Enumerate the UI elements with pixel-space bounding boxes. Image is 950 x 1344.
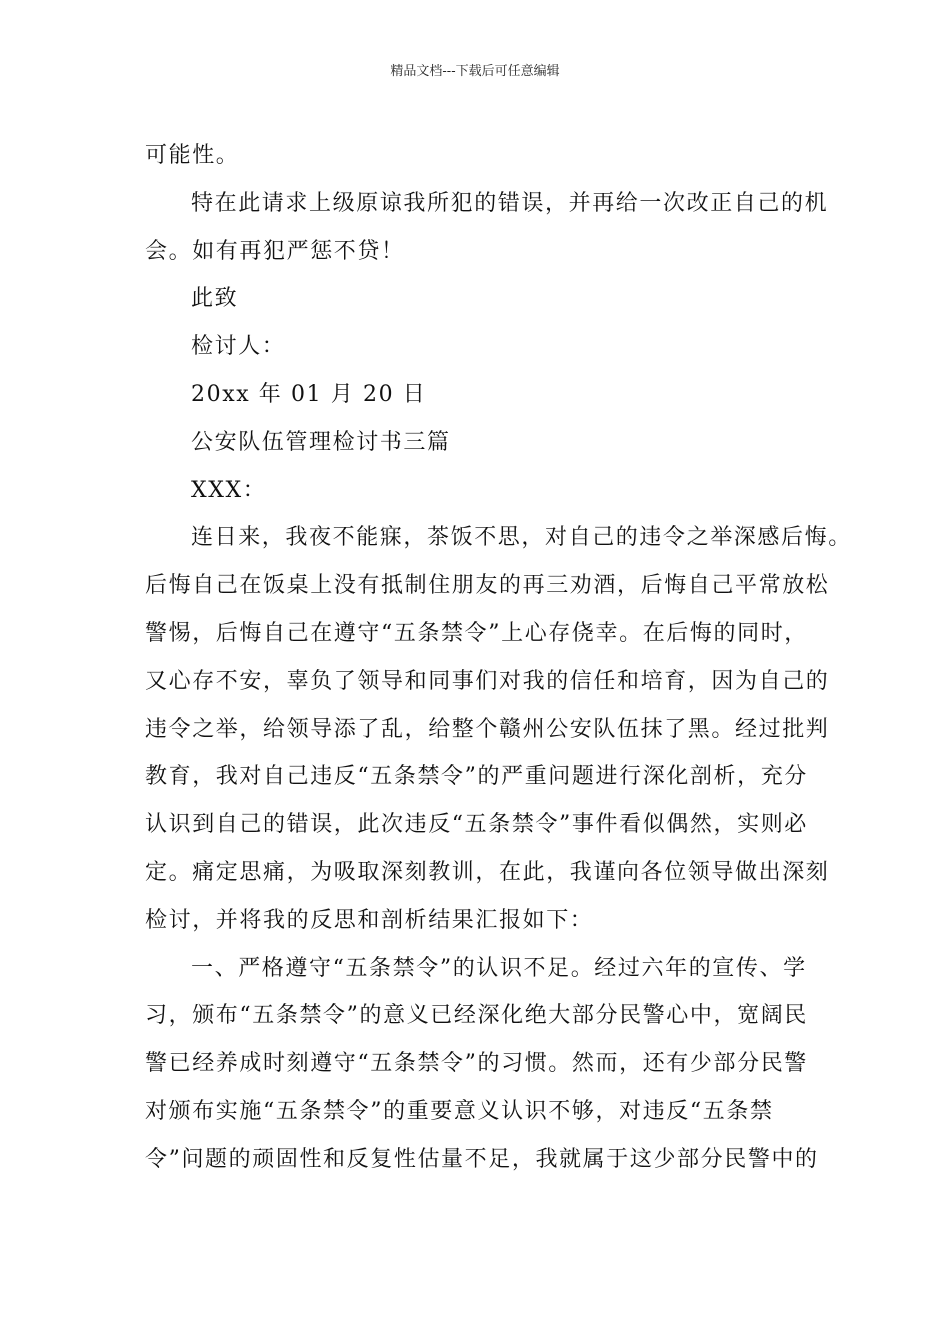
text-line: 20xx 年 01 月 20 日 [191,381,427,407]
text-line: 令”问题的顽固性和反复性估量不足，我就属于这少部分民警中的 [145,1146,819,1172]
document-body [145,132,852,1184]
text-line: 警已经养成时刻遵守“五条禁令”的习惯。然而，还有少部分民警 [145,1051,808,1077]
text-line: 检讨人： [191,334,286,360]
paragraph-reflection [145,514,852,944]
text-line: 公安队伍管理检讨书三篇 [191,429,451,455]
section-title [145,419,815,467]
paragraph-request [145,180,829,276]
text-line: 教育，我对自己违反“五条禁令”的严重问题进行深化剖析，充分 [145,764,808,790]
text-line: XXX： [191,477,267,503]
text-line: 认识到自己的错误，此次违反“五条禁令”事件看似偶然，实则必 [145,812,808,838]
signature-label [145,323,815,371]
text-line: 此致 [191,286,239,312]
text-line: 特在此请求上级原谅我所犯的错误，并再给一次改正自己的机 [191,190,829,216]
text-line: 检讨，并将我的反思和剖析结果汇报如下： [145,907,594,933]
text-line: 又心存不安，辜负了领导和同事们对我的信任和培育，因为自己的 [145,668,830,694]
paragraph-continuation [145,132,815,180]
text-line: 警惕，后悔自己在遵守“五条禁令”上心存侥幸。在后悔的同时， [145,620,808,646]
document-date [145,371,815,419]
text-line: 习，颁布“五条禁令”的意义已经深化绝大部分民警心中，宽阔民 [145,1003,808,1029]
paragraph-point-one [145,945,819,1184]
text-line: 定。痛定思痛，为吸取深刻教训，在此，我谨向各位领导做出深刻 [145,859,830,885]
text-line: 可能性。 [145,143,240,168]
text-line: 违令之举，给领导添了乱，给整个赣州公安队伍抹了黑。经过批判 [145,716,830,742]
page-header: 精品文档---下载后可任意编辑 [390,64,560,79]
recipient-line [145,467,815,515]
closing-salutation [145,275,815,323]
text-line: 一、严格遵守“五条禁令”的认识不足。经过六年的宣传、学 [191,955,807,981]
text-line: 连日来，我夜不能寐，茶饭不思，对自己的违令之举深感后悔。 [191,525,852,551]
text-line: 对颁布实施“五条禁令”的重要意义认识不够，对违反“五条禁 [145,1098,774,1124]
text-line: 后悔自己在饭桌上没有抵制住朋友的再三劝酒，后悔自己平常放松 [145,573,830,599]
text-line: 会。如有再犯严惩不贷！ [145,238,405,264]
